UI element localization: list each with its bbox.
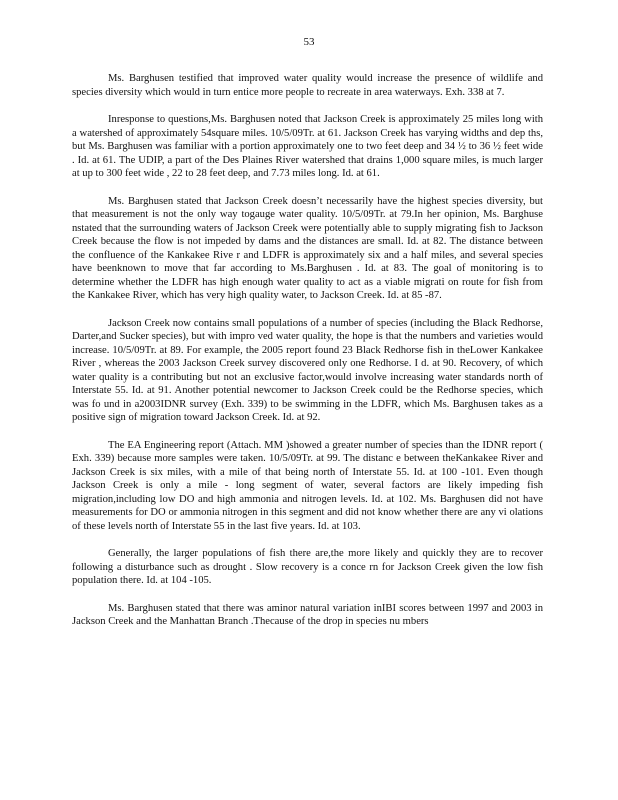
paragraph: Ms. Barghusen testified that improved water quality would increase the presence of wildlife and species diversity which would in turn entice more people to recreate in area waterways. Exh. 338 at 7. <box>72 73 543 98</box>
paragraph: Jackson Creek now contains small populations of a number of species (including the Black Redhorse, Darter,and Sucker species), but with impro ved water quality, the hope is that the numbers and varieties would increase. 10/5/09Tr. at 89. For example, the 2005 report found 23 Black Redhorse fish in theLower Kankakee River , whereas the 2003 Jackson Creek survey discovered only one Redhorse. I d. at 90. Recovery, of which water quality is a contributing but not an exclusive factor,would involve increasing water standards north of Interstate 55. Id. at 91. Another potential newcomer to Jackson Creek could be the Redhorse species, which was fo und in a2003IDNR survey (Exh. 339) to be swimming in the LDFR, which Ms. Barghusen takes as a positive sign of migration toward Jackson Creek. Id. at 92. <box>72 317 543 423</box>
document-body <box>72 72 543 643</box>
paragraph: Generally, the larger populations of fish there are,the more likely and quickly they are to recover following a disturbance such as drought . Slow recovery is a conce rn for Jackson Creek given the low fish population there. Id. at 104 -105. <box>72 548 543 586</box>
paragraph: The EA Engineering report (Attach. MM )showed a greater number of species than the IDNR report ( Exh. 339) because more samples were taken. 10/5/09Tr. at 99. The distanc e between theKankakee River and Jackson Creek is six miles, with a mile of that being north of Interstate 55. Id. at 100 -101. Even though Jackson Creek is only a mile - long segment of water, several factors are likely impeding fish migration,including low DO and high ammonia and nitrogen levels. Id. at 102. Ms. Barghusen did not have measurements for DO or ammonia nitrogen in this segment and did not know whether there are any vi olations of these levels north of Interstate 55 in the last five years. Id. at 103. <box>72 439 543 532</box>
paragraph: Ms. Barghusen stated that Jackson Creek doesn’t necessarily have the highest species diversity, but that measurement is not the only way togauge water quality. 10/5/09Tr. at 79.In her opinion, Ms. Barghuse nstated that the surrounding waters of Jackson Creek were potentially able to supply migrating fish to Jackson Creek because the flow is not impeded by dams and the distances are small. Id. at 82. The distance between the confluence of the Kankakee Rive r and LDFR is approximately six and a half miles, and several species have beenknown to move that far according to Ms.Barghusen . Id. at 83. The goal of monitoring is to determine whether the LDFR has high enough water quality to act as a viable migrati on route for fish from the Kankakee River, which has very high quality water, to Jackson Creek. Id. at 85 -87. <box>72 195 543 301</box>
paragraph: Ms. Barghusen stated that there was aminor natural variation inIBI scores between 1997 and 2003 in Jackson Creek and the Manhattan Branch .Thecause of the drop in species nu mbers <box>72 602 543 627</box>
page-number: 53 <box>303 36 315 48</box>
paragraph: Inresponse to questions,Ms. Barghusen noted that Jackson Creek is approximately 25 miles long with a watershed of approximately 54square miles. 10/5/09Tr. at 61. Jackson Creek has varying widths and dep ths, but Ms. Barghusen was familiar with a portion approximately one to two feet deep and 34 ½ to 36 ½ feet wide . Id. at 61. The UDIP, a part of the Des Plaines River watershed that drains 1,000 square miles, is much larger at up to 300 feet wide , 22 to 28 feet deep, and 7.73 miles long. Id. at 61. <box>72 114 543 179</box>
